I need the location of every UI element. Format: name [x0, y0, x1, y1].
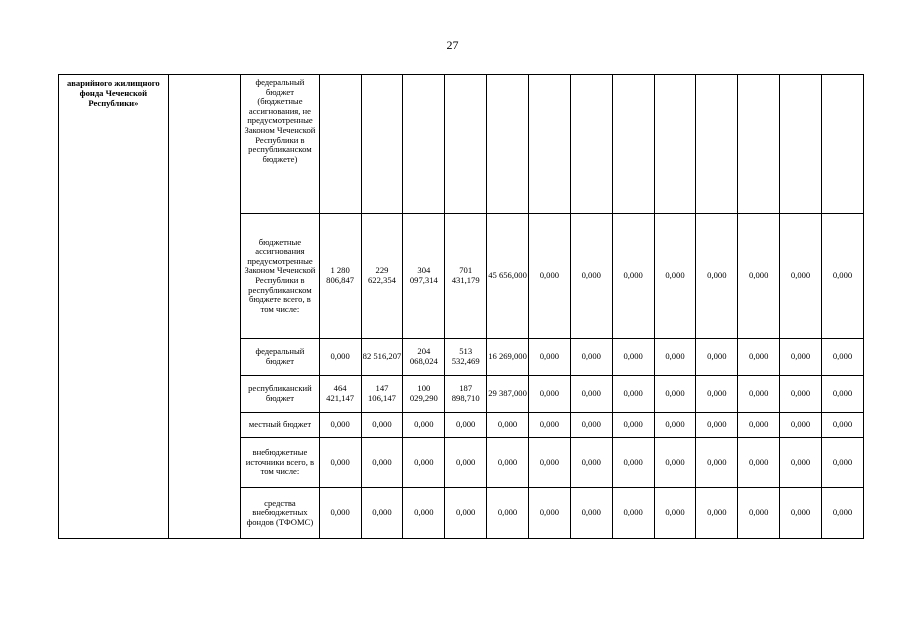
- value-cell: 204 068,024: [403, 339, 445, 376]
- value-cell: 0,000: [570, 214, 612, 339]
- value-cell: 0,000: [319, 488, 361, 539]
- value-cell: 0,000: [528, 376, 570, 413]
- value-cell: 0,000: [319, 438, 361, 488]
- funding-source-cell: средства внебюджетных фондов (ТФОМС): [241, 488, 320, 539]
- value-cell: 0,000: [528, 214, 570, 339]
- value-cell: 0,000: [696, 214, 738, 339]
- funding-source-cell: республиканский бюджет: [241, 376, 320, 413]
- value-cell: 0,000: [780, 376, 822, 413]
- value-cell: 0,000: [528, 438, 570, 488]
- funding-source-cell: местный бюджет: [241, 413, 320, 438]
- value-cell: 0,000: [738, 339, 780, 376]
- value-cell: 701 431,179: [445, 214, 487, 339]
- value-cell: 0,000: [612, 339, 654, 376]
- value-cell: 0,000: [487, 438, 529, 488]
- value-cell: 0,000: [612, 376, 654, 413]
- value-cell: 0,000: [612, 438, 654, 488]
- value-cell: 0,000: [319, 339, 361, 376]
- value-cell: 0,000: [738, 438, 780, 488]
- value-cell: [528, 75, 570, 214]
- value-cell: 0,000: [738, 376, 780, 413]
- value-cell: 0,000: [361, 413, 403, 438]
- funding-source-cell: бюджетные ассигнования предусмотренные Законом Чеченской Республики в республиканском бюджете всего, в том числе:: [241, 214, 320, 339]
- table-row: [59, 75, 864, 214]
- value-cell: 0,000: [654, 376, 696, 413]
- value-cell: 0,000: [361, 438, 403, 488]
- value-cell: 0,000: [822, 438, 864, 488]
- value-cell: 1 280 806,847: [319, 214, 361, 339]
- value-cell: [403, 75, 445, 214]
- value-cell: 0,000: [570, 413, 612, 438]
- value-cell: 29 387,000: [487, 376, 529, 413]
- value-cell: 0,000: [822, 214, 864, 339]
- value-cell: 0,000: [445, 413, 487, 438]
- value-cell: 0,000: [487, 413, 529, 438]
- value-cell: 0,000: [445, 438, 487, 488]
- program-name-cell: аварийного жилищного фонда Чеченской Республики»: [59, 75, 169, 539]
- value-cell: [487, 75, 529, 214]
- value-cell: 82 516,207: [361, 339, 403, 376]
- budget-table: [58, 74, 864, 539]
- value-cell: 0,000: [319, 413, 361, 438]
- value-cell: 0,000: [654, 438, 696, 488]
- value-cell: 100 029,290: [403, 376, 445, 413]
- value-cell: 0,000: [528, 339, 570, 376]
- value-cell: 0,000: [487, 488, 529, 539]
- value-cell: 0,000: [612, 214, 654, 339]
- value-cell: 0,000: [780, 214, 822, 339]
- value-cell: 464 421,147: [319, 376, 361, 413]
- value-cell: 0,000: [696, 339, 738, 376]
- value-cell: 0,000: [780, 413, 822, 438]
- value-cell: 0,000: [570, 488, 612, 539]
- value-cell: 304 097,314: [403, 214, 445, 339]
- value-cell: 0,000: [570, 339, 612, 376]
- value-cell: 187 898,710: [445, 376, 487, 413]
- value-cell: [696, 75, 738, 214]
- value-cell: [612, 75, 654, 214]
- table-body: [59, 75, 864, 539]
- value-cell: 0,000: [612, 413, 654, 438]
- value-cell: [822, 75, 864, 214]
- value-cell: 0,000: [612, 488, 654, 539]
- value-cell: 0,000: [361, 488, 403, 539]
- value-cell: 0,000: [528, 488, 570, 539]
- value-cell: [780, 75, 822, 214]
- value-cell: 16 269,000: [487, 339, 529, 376]
- value-cell: 0,000: [654, 214, 696, 339]
- value-cell: [654, 75, 696, 214]
- funding-source-cell: федеральный бюджет (бюджетные ассигнования, не предусмотренные Законом Чеченской Республики в республиканском бюджете): [241, 75, 320, 214]
- value-cell: 0,000: [780, 339, 822, 376]
- value-cell: 513 532,469: [445, 339, 487, 376]
- value-cell: 0,000: [822, 339, 864, 376]
- page-number: 27: [446, 38, 459, 52]
- value-cell: [570, 75, 612, 214]
- value-cell: 0,000: [738, 488, 780, 539]
- value-cell: 0,000: [654, 339, 696, 376]
- value-cell: 0,000: [822, 376, 864, 413]
- funding-source-cell: внебюджетные источники всего, в том числе:: [241, 438, 320, 488]
- value-cell: 0,000: [570, 438, 612, 488]
- funding-source-cell: федеральный бюджет: [241, 339, 320, 376]
- value-cell: 0,000: [696, 438, 738, 488]
- value-cell: 0,000: [696, 376, 738, 413]
- value-cell: 0,000: [780, 488, 822, 539]
- value-cell: 45 656,000: [487, 214, 529, 339]
- value-cell: 0,000: [696, 488, 738, 539]
- value-cell: 0,000: [822, 413, 864, 438]
- value-cell: 229 622,354: [361, 214, 403, 339]
- value-cell: 0,000: [738, 214, 780, 339]
- value-cell: 0,000: [822, 488, 864, 539]
- value-cell: 0,000: [780, 438, 822, 488]
- value-cell: 0,000: [528, 413, 570, 438]
- value-cell: 0,000: [445, 488, 487, 539]
- value-cell: 0,000: [738, 413, 780, 438]
- value-cell: [445, 75, 487, 214]
- value-cell: [738, 75, 780, 214]
- value-cell: 0,000: [403, 488, 445, 539]
- value-cell: 0,000: [570, 376, 612, 413]
- value-cell: [361, 75, 403, 214]
- value-cell: 0,000: [403, 413, 445, 438]
- value-cell: [319, 75, 361, 214]
- value-cell: 0,000: [654, 413, 696, 438]
- value-cell: 147 106,147: [361, 376, 403, 413]
- empty-column-cell: [168, 75, 240, 539]
- value-cell: 0,000: [403, 438, 445, 488]
- value-cell: 0,000: [654, 488, 696, 539]
- value-cell: 0,000: [696, 413, 738, 438]
